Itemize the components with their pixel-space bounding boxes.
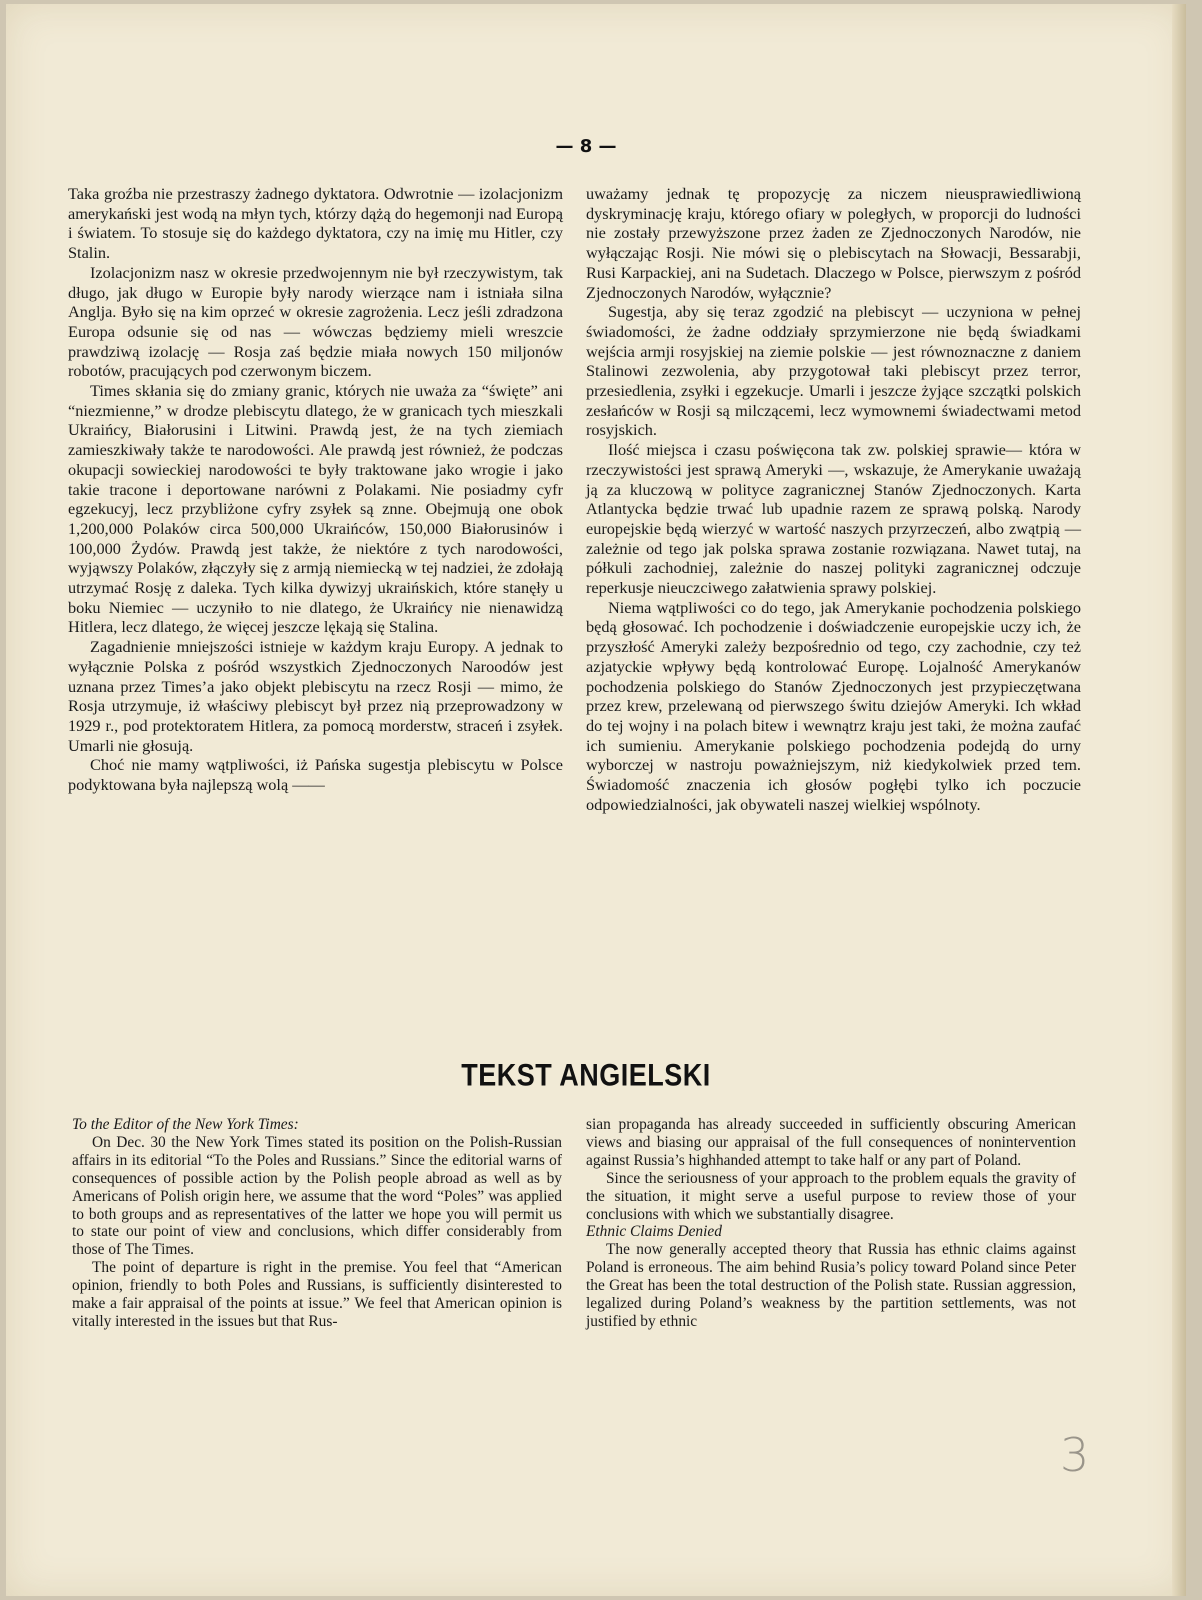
paragraph: Since the seriousness of your approach to the problem equals the gravity of the situation, it might serve a useful purpose to review those of your conclusions with which we substantially disagree. (586, 1169, 1076, 1223)
paragraph: sian propaganda has already succeeded in sufficiently obscuring American views and biasing our appraisal of the full consequences of nonintervention against Russia’s highhanded attempt to take half or any part of Poland. (586, 1116, 1076, 1169)
paragraph: On Dec. 30 the New York Times stated its position on the Polish-Russian affairs in its editorial “To the Poles and Russians.” Since the editorial warns of consequences of possible action by the Polish people abroad as well as by Americans of Polish origin here, we assume that the word “Poles” was applied to both groups and as representatives of the latter we hope you will permit us to state our point of view and conclusions, which differ considerably from those of The Times. (72, 1133, 562, 1259)
paragraph: uważamy jednak tę propozycję za niczem nieusprawiedliwioną dyskryminację kraju, którego ofiary w poległych, w proporcji do ludności nie zostały przewyższone przez żaden ze Zjednoczonych Narodów, nie wyłączając Rosji. Nie mówi się o plebiscytach na Słowacji, Bessarabji, Rusi Karpackiej, ani na Sudetach. Dlaczego w Polsce, pierwszym z pośród Zjednoczonych Narodów, wyłącznie? (586, 184, 1081, 302)
page-edge (1172, 4, 1186, 1596)
english-column-right (586, 1116, 1076, 1331)
paragraph: Niema wątpliwości co do tego, jak Amerykanie pochodzenia polskiego będą głosować. Ich pochodzenie i doświadczenie europejskie uczy ich, że przyszłość Ameryki zależy bezpośrednio od tego, czy zachodnie, czy też azjatyckie wpływy będą kontrolować Europę. Lojalność Amerykanów pochodzenia polskiego do Stanów Zjednoczonych jest przypieczętwana przez krew, przelewaną od pierwszego świtu dziejów Ameryki. Ich wkład do tej wojny i na polach bitew i wewnątrz kraju jest taki, że można zaufać ich sumieniu. Amerykanie polskiego pochodzenia podejdą do urny wyborczej w nastroju poważniejszym, niż kiedykolwiek przed tem. Świadomość znaczenia ich głosów pogłębi tylko ich poczucie odpowiedzialności, jak obywateli naszej wielkiej wspólnoty. (586, 597, 1081, 814)
paragraph: Sugestja, aby się teraz zgodzić na plebiscyt — uczyniona w pełnej świadomości, że żadne oddziały sprzymierzone nie będą świadkami wejścia armji rosyjskiej na ziemie polskie — jest równoznaczne z daniem Stalinowi zezwolenia, aby przygotował taki plebiscyt przez terror, przesiedlenia, zsyłki i egzekucje. Umarli i jeszcze żyjące szczątki polskich zesłańców w Rosji są milczącemi, lecz wymownemi świadectwami metod rosyjskich. (586, 302, 1081, 440)
paragraph: Zagadnienie mniejszości istnieje w każdym kraju Europy. A jednak to wyłącznie Polska z pośród wszystkich Zjednoczonych Naroodów jest uznana przez Times’a jako objekt plebiscytu na rzecz Rosji — mimo, że Rosja utrzymuje, iż właściwy plebiscyt był przez nią przeprowadzony w 1929 r., pod protektoratem Hitlera, za pomocą morderstw, straceń i zsyłek. Umarli nie głosują. (68, 637, 563, 755)
handwritten-page-number: 3 (1060, 1428, 1090, 1482)
document-page (6, 4, 1186, 1596)
salutation: To the Editor of the New York Times: (72, 1116, 299, 1133)
paragraph: Taka groźba nie przestraszy żadnego dyktatora. Odwrotnie — izolacjonizm amerykański jest wodą na młyn tych, którzy dążą do hegemonji nad Europą i światem. To stosuje się do każdego dyktatora, czy na imię mu Hitler, czy Stalin. (68, 184, 563, 263)
paragraph: The now generally accepted theory that Russia has ethnic claims against Poland is erroneous. The aim behind Rusia’s policy toward Poland since Peter the Great has been the total destruction of the Polish state. Russian aggression, legalized during Poland’s weakness by the partition settlements, was not justified by ethnic (586, 1241, 1076, 1330)
paragraph: Ilość miejsca i czasu poświęcona tak zw. polskiej sprawie— która w rzeczywistości jest sprawą Ameryki —, wskazuje, że Amerykanie uważają ją za kluczową w polityce zagranicznej Stanów Zjednoczonych. Karta Atlantycka będzie trwać lub upadnie razem ze sprawą polską. Narody europejskie będą wierzyć w wartość naszych przyrzeczeń, albo zwątpią — zależnie od tego jak polska sprawa zostanie rozwiązana. Nawet tutaj, na półkuli zachodniej, zależnie do naszej polityki zagranicznej odczuje reperkusje nieuczciwego załatwienia sprawy polskiej. (586, 440, 1081, 598)
paragraph: The point of departure is right in the premise. You feel that “American opinion, friendly to both Poles and Russians, is sufficiently disinterested to make a fair appraisal of the points at issue.” We feel that American opinion is vitally interested in the issues but that Rus- (72, 1259, 562, 1330)
polish-column-right (586, 184, 1081, 815)
paragraph: Izolacjonizm nasz w okresie przedwojennym nie był rzeczywistym, tak długo, jak długo w Europie były narody wierzące nam i istniała silna Anglja. Było się na kim oprzeć w okresie zagrożenia. Lecz jeśli zdradzona Europa odsunie się od nas — wówczas będziemy mieli wreszcie prawdziwą izolację — Rosja zaś będzie miała nowych 150 miljonów robotów, pracujących pod czerwonym biczem. (68, 262, 563, 381)
section-heading: TEKST ANGIELSKI (461, 1057, 711, 1093)
subheading: Ethnic Claims Denied (586, 1223, 722, 1241)
paragraph: Choć nie mamy wątpliwości, iż Pańska sugestja plebiscytu w Polsce podyktowana była najlepszą wolą —— (68, 755, 563, 795)
paragraph: Times skłania się do zmiany granic, których nie uważa za “święte” ani “niezmienne,” w drodze plebiscytu dlatego, że w granicach tych mieszkali Ukraińcy, Białorusini i Litwini. Prawdą jest, że na tych ziemiach zamieszkiwały także te narodowości. Ale prawdą jest również, że podczas okupacji sowieckiej narodowości te były traktowane jako wrogie i jako takie tracone i deportowane narówni z Polakami. Nie posiadmy cyfr egzekucyj, lecz przybliżone cyfry zsyłek są znne. Obejmują one obok 1,200,000 Polaków circa 500,000 Ukraińców, 150,000 Białorusinów i 100,000 Żydów. Prawdą jest także, że niektóre z tych narodowości, wyjąwszy Polaków, złączyły się z armją niemiecką w tej nadziei, że zdołają utrzymać Rosję z daleka. Tych kilka dywizyj ukraińskich, które stanęły u boku Niemiec — uczyniło to nie dlatego, że Ukraińcy nie nienawidzą Hitlera, lecz dlatego, że więcej jeszcze lękają się Stalina. (68, 381, 563, 637)
polish-column-left (68, 184, 563, 795)
english-column-left (72, 1116, 562, 1331)
page-number: — 8 — (555, 136, 617, 157)
